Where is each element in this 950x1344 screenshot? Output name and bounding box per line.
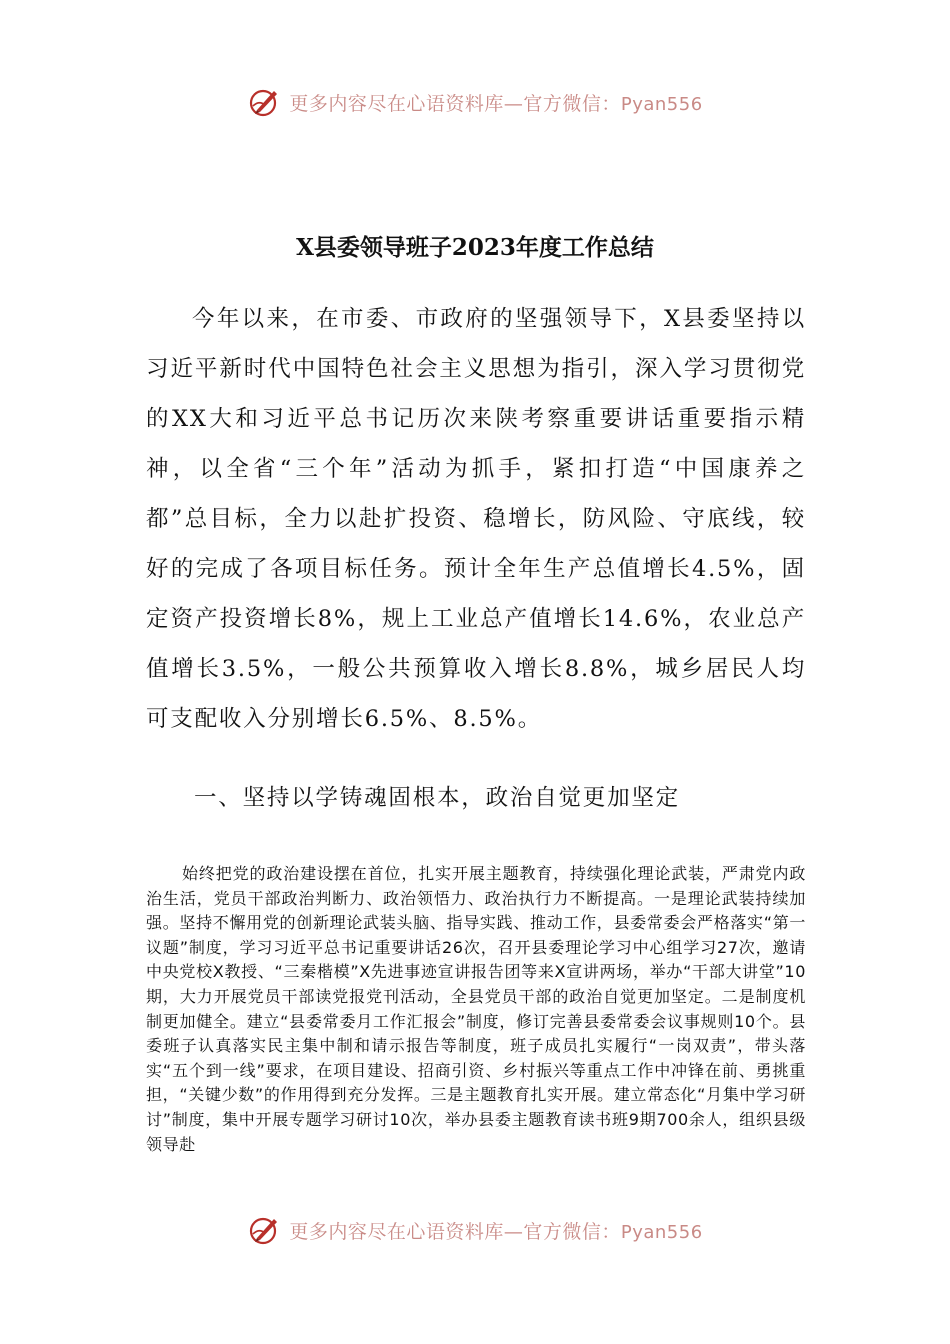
watermark-text: 更多内容尽在心语资料库—官方微信：Pyan556 <box>289 1220 703 1243</box>
document-title: X县委领导班子2023年度工作总结 <box>296 234 654 262</box>
section-heading-1: 一、坚持以学铸魂固根本，政治自觉更加坚定 <box>194 785 681 811</box>
pen-circle-logo-icon <box>247 84 283 120</box>
watermark-text: 更多内容尽在心语资料库—官方微信：Pyan556 <box>289 92 703 115</box>
watermark-banner-top <box>0 82 950 122</box>
watermark-banner-bottom <box>0 1210 950 1250</box>
section-body-1: 始终把党的政治建设摆在首位，扎实开展主题教育，持续强化理论武装，严肃党内政治生活，党员干部政治判断力、政治领悟力、政治执行力不断提高。一是理论武装持续加强。坚持不懈用党的创新理论武装头脑、指导实践、推动工作，县委常委会严格落实“第一议题”制度，学习习近平总书记重要讲话26次，召开县委理论学习中心组学习27次，邀请中央党校X教授、“三秦楷模”X先进事迹宣讲报告团等来X宣讲两场，举办“干部大讲堂”10期，大力开展党员干部读党报党刊活动，全县党员干部的政治自觉更加坚定。二是制度机制更加健全。建立“县委常委月工作汇报会”制度，修订完善县委常委会议事规则10个。县委班子认真落实民主集中制和请示报告等制度，班子成员扎实履行“一岗双责”，带头落实“五个到一线”要求，在项目建设、招商引资、乡村振兴等重点工作中冲锋在前、勇挑重担，“关键少数”的作用得到充分发挥。三是主题教育扎实开展。建立常态化“月集中学习研讨”制度，集中开展专题学习研讨10次，举办县委主题教育读书班9期700余人，组织县级领导赴 <box>146 864 806 1154</box>
pen-circle-logo-icon <box>247 1212 283 1248</box>
intro-paragraph: 今年以来，在市委、市政府的坚强领导下，X县委坚持以习近平新时代中国特色社会主义思想为指引，深入学习贯彻党的XX大和习近平总书记历次来陕考察重要讲话重要指示精神，以全省“三个年”活动为抓手，紧扣打造“中国康养之都”总目标，全力以赴扩投资、稳增长，防风险、守底线，较好的完成了各项目标任务。预计全年生产总值增长4.5%，固定资产投资增长8%，规上工业总产值增长14.6%，农业总产值增长3.5%，一般公共预算收入增长8.8%，城乡居民人均可支配收入分别增长6.5%、8.5%。 <box>146 306 806 732</box>
